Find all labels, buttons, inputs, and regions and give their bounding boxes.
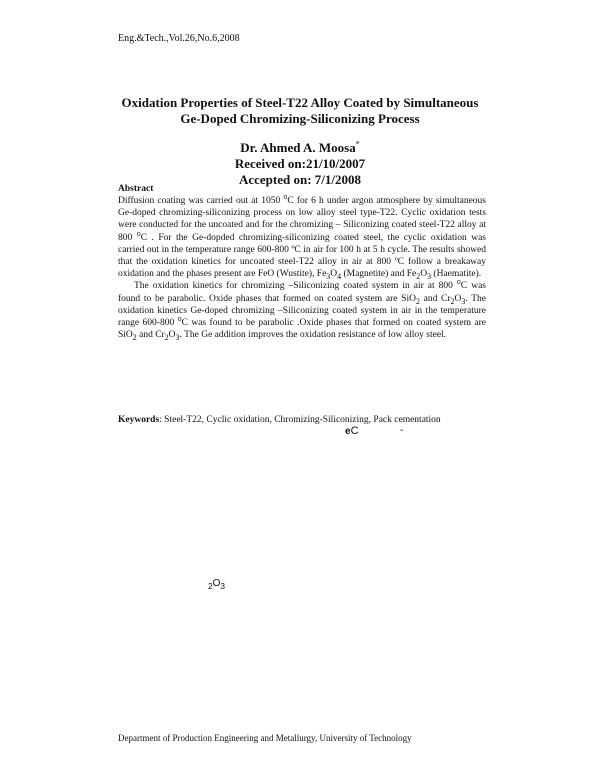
title-line-1: Oxidation Properties of Steel-T22 Alloy Coated by Simultaneous xyxy=(121,95,479,110)
title-line-2: Ge-Doped Chromizing-Siliconizing Process xyxy=(180,111,420,126)
stray-fragment-dash: - xyxy=(400,425,404,436)
keywords-line xyxy=(118,415,486,425)
abstract-body xyxy=(118,191,486,343)
abstract-paragraph-2: The oxidation kinetics for chromizing –Siliconizing coated system in air at 800 $^o$C was found to be parabolic. Oxide phases that formed on coated system are SiO$_2$ and $Cr_2O_3$. The oxidation kinetics Ge-doped chromizing –Siliconizing coated system in air in the temperature range 600-800 $^o$C was found to be parabolic .Oxide phases that formed on coated system are SiO$_2$ and $Cr_2O_3$. The Ge addition improves the oxidation resistance of low alloy steel. xyxy=(118,277,486,343)
accepted-date: Accepted on: 7/1/2008 xyxy=(238,172,362,187)
keywords-text: : Steel-T22, Cyclic oxidation, Chromizing-Siliconizing, Pack cementation xyxy=(159,415,441,425)
received-date: Received on:21/10/2007 xyxy=(234,156,366,171)
author-block xyxy=(100,140,500,188)
stray-fragment-ec: eC xyxy=(345,425,359,437)
author-name: Dr. Ahmed A. Moosa xyxy=(240,140,356,155)
abstract-heading: Abstract xyxy=(118,184,154,194)
keywords-label: Keywords xyxy=(118,415,160,425)
author-footnote-mark: * xyxy=(355,139,360,149)
paper-title xyxy=(100,95,500,127)
affiliation-footer: Department of Production Engineering and Metallurgy, University of Technology xyxy=(118,733,412,743)
stray-fragment-o3: $_2O_3$ xyxy=(208,578,226,591)
journal-header: Eng.&Tech.,Vol.26,No.6,2008 xyxy=(118,33,240,44)
author-name-line xyxy=(100,140,500,156)
abstract-paragraph-1: Diffusion coating was carried out at 1050 $^o$C for 6 h under argon atmosphere by simultaneous Ge-doped chromizing-siliconizing process on low alloy steel type-T22. Cyclic oxidation tests were conducted for the uncoated and for the chromizing – Siliconizing coated steel-T22 alloy at 800 $^o$C . For the Ge-dopded chromizing-siliconizing coated steel, the cyclic oxidation was carried out in the temperature range 600-800 ºC in air for 100 h at 5 h cycle. The results showed that the oxidation kinetics for uncoated steel-T22 alloy in air at 800 ºC follow a breakaway oxidation and the phases present are FeO (Wustite), $Fe_3O_4$ (Magnetite) and $Fe_2O_3$ (Haematite). xyxy=(118,191,486,282)
